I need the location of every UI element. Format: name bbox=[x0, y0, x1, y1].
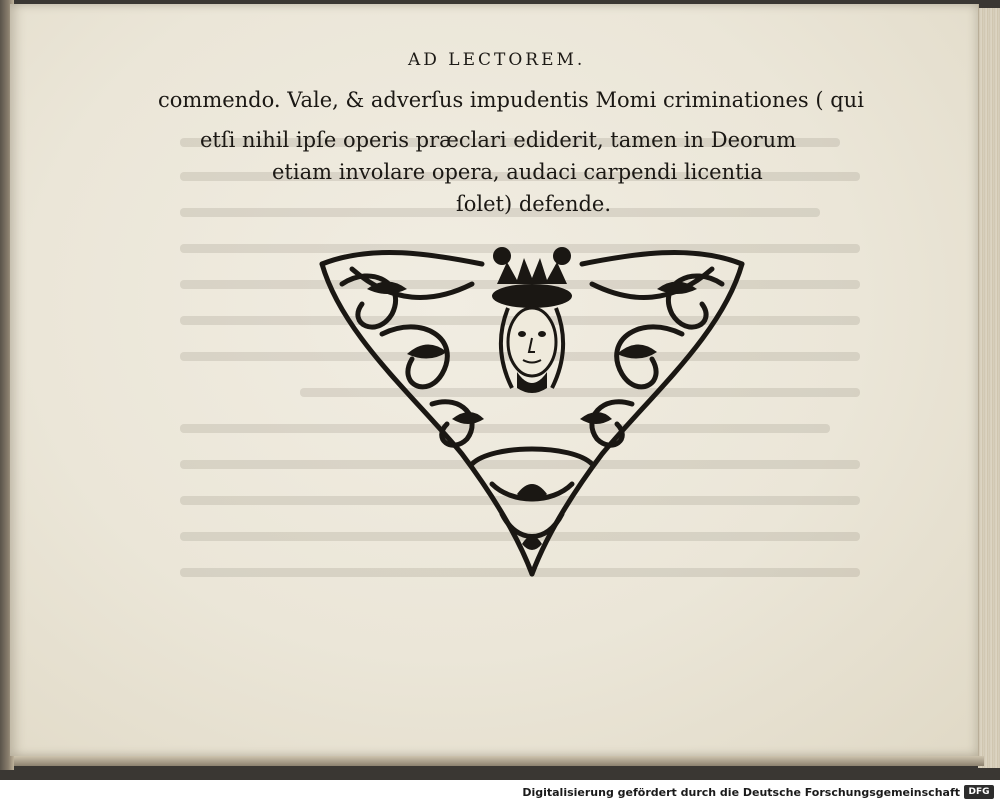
woodcut-ornament bbox=[312, 244, 752, 580]
page-bottom-edge bbox=[14, 756, 984, 766]
page-stack-edge bbox=[978, 8, 1000, 768]
head-figure bbox=[492, 258, 572, 393]
funding-credit: Digitalisierung gefördert durch die Deutsche Forschungsgemeinschaft bbox=[522, 786, 960, 799]
text-line-1: commendo. Vale, & adverſus impudentis Momi criminationes ( qui bbox=[158, 88, 864, 112]
running-head: AD LECTOREM. bbox=[408, 50, 586, 70]
text-line-3: etiam involare opera, audaci carpendi licentia bbox=[272, 160, 763, 184]
text-line-4: ſolet) defende. bbox=[456, 192, 612, 216]
dfg-logo: DFG bbox=[964, 785, 994, 799]
text-line-2: etſi nihil ipſe operis præclari ediderit, tamen in Deorum bbox=[200, 128, 797, 152]
